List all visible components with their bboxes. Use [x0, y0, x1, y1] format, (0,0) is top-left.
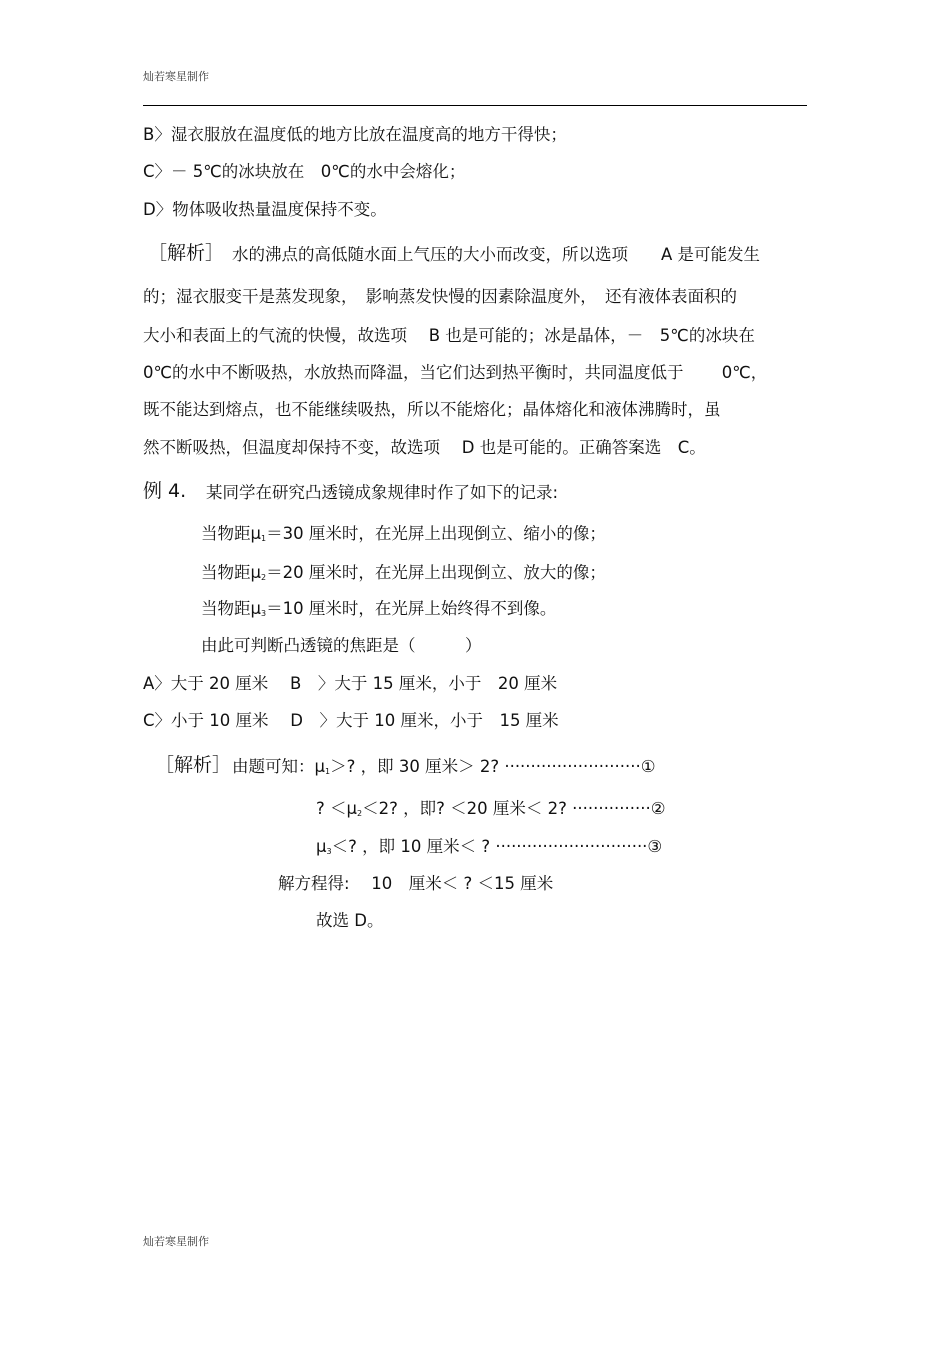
analysis2-label: ［解析］ [155, 754, 232, 776]
subscript: 1 [261, 534, 267, 543]
analysis2-answer: 故选 D。 [316, 911, 384, 930]
example-question: 某同学在研究凸透镜成象规律时作了如下的记录: [206, 483, 559, 502]
analysis-text-line: 水的沸点的高低随水面上气压的大小而改变，所以选项 A 是可能发生 [232, 245, 761, 264]
analysis-text-line: 0℃的水中不断吸热，水放热而降温，当它们达到热平衡时，共同温度低于 0℃， [143, 363, 768, 382]
subscript: 3 [326, 847, 332, 856]
subscript: 3 [261, 609, 267, 618]
analysis2-line [316, 837, 662, 862]
analysis2-solution: 解方程得: 10 厘米＜ ? ＜15 厘米 [278, 874, 554, 893]
subscript: 2 [261, 573, 267, 582]
subscript: 2 [357, 809, 363, 818]
record-text: ＝30 厘米时，在光屏上出现倒立、缩小的像； [266, 524, 606, 543]
analysis2-prefix: 由题可知：μ [232, 757, 325, 776]
header-divider [143, 105, 807, 106]
analysis-text-line: 然不断吸热，但温度却保持不变，故选项 D 也是可能的。正确答案选 C。 [143, 438, 706, 457]
option-c-prev: C〉－ 5℃的冰块放在 0℃的水中会熔化； [143, 162, 466, 181]
analysis-label: ［解析］ [148, 242, 225, 264]
record-prefix: 当物距μ [201, 563, 261, 582]
analysis-text-line: 大小和表面上的气流的快慢，故选项 B 也是可能的；冰是晶体，－ 5℃的冰块在 [143, 326, 755, 345]
example-options-cd: C〉小于 10 厘米 D 〉大于 10 厘米，小于 15 厘米 [143, 711, 559, 730]
analysis2-line [232, 757, 656, 782]
analysis2-text: ＜? ，即 10 厘米＜ ? ·····························③ [331, 837, 663, 856]
example-label: 例 4. [143, 480, 187, 502]
record-prefix: 当物距μ [201, 599, 261, 618]
record-text: ＝10 厘米时，在光屏上始终得不到像。 [266, 599, 557, 618]
example-options-ab: A〉大于 20 厘米 B 〉大于 15 厘米，小于 20 厘米 [143, 674, 558, 693]
record-text: ＝20 厘米时，在光屏上出现倒立、放大的像； [266, 563, 606, 582]
record-line [201, 524, 606, 549]
option-b-prev: B〉湿衣服放在温度低的地方比放在温度高的地方干得快； [143, 125, 567, 144]
record-line [201, 563, 606, 588]
analysis-text-line: 的；湿衣服变干是蒸发现象， 影响蒸发快慢的因素除温度外， 还有液体表面积的 [143, 287, 737, 306]
analysis2-text: ＜2? ，即? ＜20 厘米＜ 2? ···············② [362, 799, 666, 818]
record-prefix: 当物距μ [201, 524, 261, 543]
page-header: 灿若寒星制作 [143, 70, 209, 83]
page-footer: 灿若寒星制作 [143, 1235, 209, 1248]
subscript: 1 [325, 767, 331, 776]
analysis2-text: ＞? ，即 30 厘米＞ 2? ··························① [330, 757, 656, 776]
record-line [201, 599, 556, 624]
analysis2-prefix: μ [316, 837, 327, 856]
example-conclusion: 由此可判断凸透镜的焦距是（ ） [201, 636, 482, 655]
analysis2-prefix: ? ＜μ [316, 799, 358, 818]
option-d-prev: D〉物体吸收热量温度保持不变。 [143, 200, 387, 219]
analysis-text-line: 既不能达到熔点，也不能继续吸热，所以不能熔化；晶体熔化和液体沸腾时，虽 [143, 400, 721, 419]
analysis2-line [316, 799, 666, 824]
